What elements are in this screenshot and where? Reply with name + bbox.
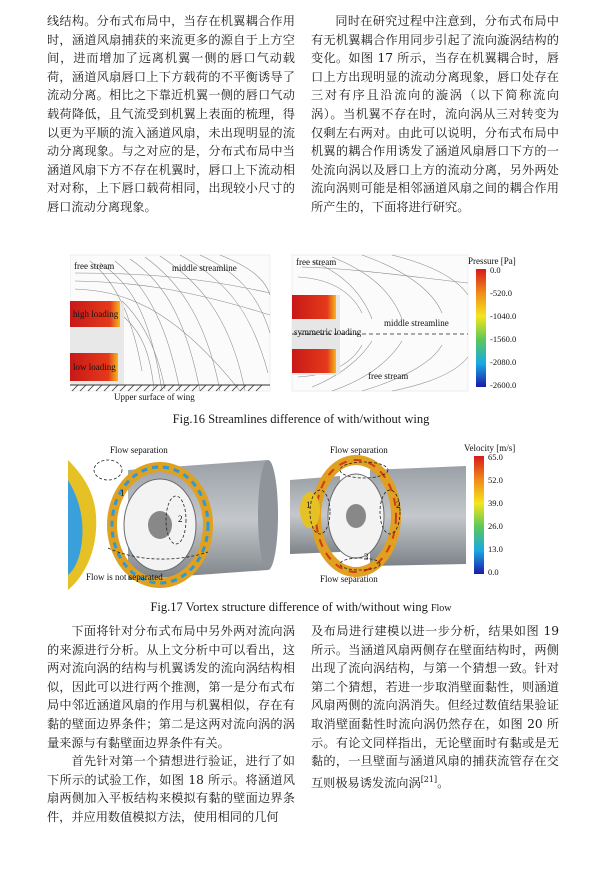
velocity-colorbar bbox=[464, 443, 515, 577]
fig17-right-panel bbox=[290, 440, 466, 590]
colorbar-tick: 39.0 bbox=[488, 498, 503, 508]
fig16-caption: Fig.16 Streamlines difference of with/without wing bbox=[172, 412, 430, 426]
colorbar-tick: 26.0 bbox=[488, 521, 503, 531]
paragraph: 首先针对第一个猜想进行验证，进行了如下所示的试验工作，如图 18 所示。将涵道风扇两侧加入平板结构来模拟有黏的壁面边界条件，并应用数值模拟方法，使用相同的几何 bbox=[47, 754, 295, 824]
label-not-separated: Flow is not separated bbox=[86, 572, 163, 582]
label-free-stream-top: free stream bbox=[296, 257, 337, 267]
text-column-4 bbox=[311, 622, 559, 792]
colorbar-tick: 0.0 bbox=[490, 265, 501, 275]
colorbar-tick: -1560.0 bbox=[490, 334, 517, 344]
label-high-loading: high loading bbox=[73, 309, 119, 319]
label-flow-separation-top: Flow separation bbox=[330, 445, 388, 455]
fig16-streamlines bbox=[70, 253, 540, 405]
colorbar-tick: -1040.0 bbox=[490, 311, 517, 321]
text-column-3 bbox=[47, 622, 295, 827]
label-free-stream-bottom: free stream bbox=[368, 371, 409, 381]
fig17-vortex bbox=[68, 440, 538, 592]
text-column-2 bbox=[311, 12, 559, 217]
colorbar-tick: 13.0 bbox=[488, 544, 503, 554]
fig16-right-panel bbox=[292, 255, 468, 391]
colorbar-tick: 52.0 bbox=[488, 475, 503, 485]
colorbar-tick: -520.0 bbox=[490, 288, 512, 298]
paragraph: 线结构。分布式布局中，当存在机翼耦合作用时，涵道风扇捕获的来流更多的源自于上方空间，进而增加了远离机翼一侧的唇口气动载荷，涵道风扇唇口上下方载荷的不平衡诱导了流动分离。相比之下靠近机翼一侧的唇口气动载荷降低，且气流受到机翼上表面的梳理，得以更为平顺的流入涵道风扇，未出现明显的流动分离现象。与之对应的是，分布式布局中当涵道风扇下方不存在机翼时，唇口上下流动相对对称，上下唇口载荷相同，出现较小尺寸的唇口流动分离现象。 bbox=[47, 14, 295, 214]
label-free-stream: free stream bbox=[74, 261, 115, 271]
colorbar-tick: -2600.0 bbox=[490, 380, 517, 390]
citation: [21] bbox=[420, 774, 438, 784]
label-low-loading: low loading bbox=[73, 362, 116, 372]
colorbar-tick: -2080.0 bbox=[490, 357, 517, 367]
colorbar-title: Velocity [m/s] bbox=[464, 443, 516, 453]
text-column-1 bbox=[47, 12, 295, 217]
fig17-left-panel bbox=[68, 440, 278, 590]
label-num: 1 bbox=[306, 500, 311, 510]
label-symmetric-loading: symmetric loading bbox=[294, 327, 362, 337]
fig17-caption bbox=[0, 600, 602, 615]
label-num: 2 bbox=[178, 514, 183, 524]
label-middle-streamline-right: middle streamline bbox=[384, 318, 449, 328]
paragraph-end: 。 bbox=[437, 775, 450, 790]
label-flow-separation: Flow separation bbox=[110, 445, 168, 455]
fig17-caption-suffix: Flow bbox=[430, 603, 452, 614]
lower-lip bbox=[292, 349, 336, 373]
label-upper-surface: Upper surface of wing bbox=[114, 392, 195, 402]
label-num: 1 bbox=[120, 488, 125, 498]
label-middle-streamline: middle streamline bbox=[172, 263, 237, 273]
colorbar-title: Pressure [Pa] bbox=[468, 256, 516, 266]
fig17-caption-text: Fig.17 Vortex structure difference of with/without wing bbox=[150, 600, 428, 614]
fig16-left-panel bbox=[70, 255, 270, 402]
label-flow-separation-bottom: Flow separation bbox=[320, 574, 378, 584]
paragraph: 同时在研究过程中注意到，分布式布局中有无机翼耦合作用同步引起了流向漩涡结构的变化。如图 17 所示，当存在机翼耦合时，唇口上方出现明显的流动分离现象，唇口处存在三对有序且沿流向的漩涡（以下简称流向涡）。当机翼不存在时，流向涡从三对转变为仅剩左右两对。由此可以说明，分布式布局中机翼的耦合作用诱发了涵道风扇唇口下方的一处流向涡以及唇口上方的流动分离，另外两处流向涡则可能是相邻涵道风扇之间的耦合作用所产生的，下面将进行研究。 bbox=[311, 14, 559, 214]
colorbar-tick: 65.0 bbox=[488, 452, 503, 462]
colorbar-tick: 0.0 bbox=[488, 567, 499, 577]
paragraph bbox=[311, 622, 559, 792]
paragraph: 下面将针对分布式布局中另外两对流向涡的来源进行分析。从上文分析中可以看出，这两对流向涡的结构与机翼诱发的流向涡结构相似，因此可以进行两个推测，第一是分布式布局中邻近涵道风扇的作用与机翼相似，存在有黏的壁面边界条件；第二是这两对流向涡的涡量来源与有黏壁面边界条件有关。 bbox=[47, 624, 295, 750]
label-num: 2 bbox=[396, 500, 401, 510]
paragraph-text: 及布局进行建模以进一步分析，结果如图 19 所示。当涵道风扇两侧存在壁面结构时，两侧出现了流向涡结构，与第一个猜想一致。针对第二个猜想，若进一步取消壁面黏性，则涵道风扇两侧的流向涡消失。但经过数值结果验证取消壁面黏性时流向涡仍然存在，如图 20 所示。有论文同样指出，无论壁面时有黏或是无黏的，一旦壁面与涵道风扇的捕获流管存在交互则极易诱发流向涡 bbox=[311, 624, 559, 790]
label-num: 3 bbox=[364, 552, 369, 562]
pressure-colorbar bbox=[468, 256, 516, 390]
upper-lip bbox=[292, 295, 336, 319]
